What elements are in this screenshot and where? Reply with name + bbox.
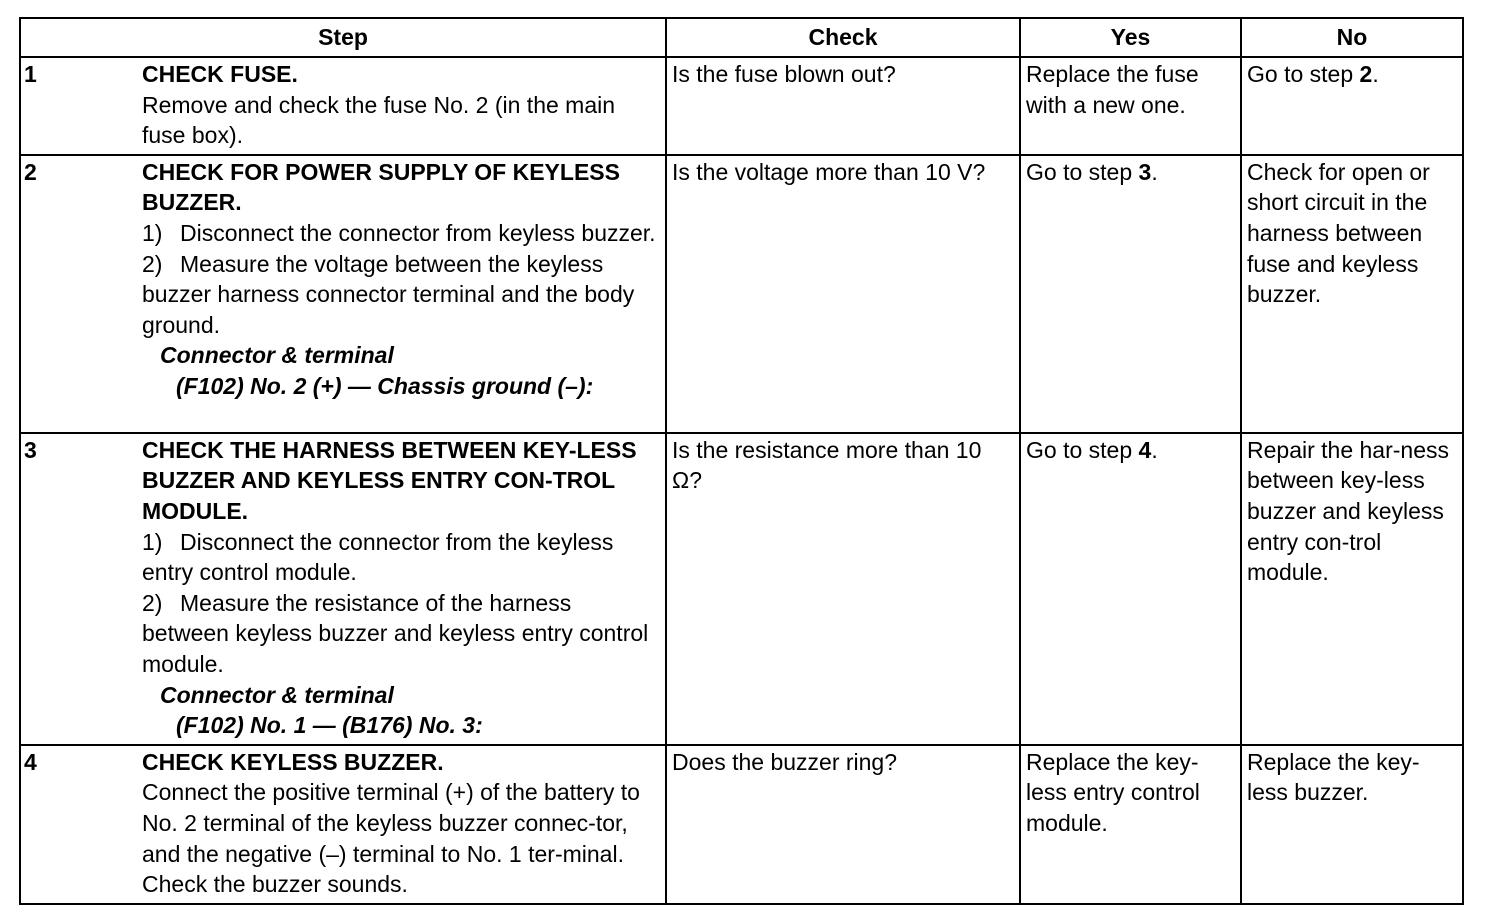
yes-cell xyxy=(1020,433,1241,745)
substep-text: Measure the resistance of the harness between keyless buzzer and keyless entry control module. xyxy=(142,589,649,677)
step-body: Connect the positive terminal (+) of the battery to No. 2 terminal of the keyless buzzer connec-tor, and the negative (–) terminal to No. 1 ter-minal. Check the buzzer sounds. xyxy=(142,779,640,898)
step-cell xyxy=(142,433,666,745)
substep-number: 2) xyxy=(142,589,163,616)
substep-number: 1) xyxy=(142,528,163,555)
no-text: Go to step xyxy=(1247,61,1360,87)
check-cell: Does the buzzer ring? xyxy=(666,745,1020,904)
yes-text: Go to step xyxy=(1026,436,1139,463)
no-suffix: . xyxy=(1372,61,1379,87)
step-reference: 2 xyxy=(1359,61,1373,87)
table-row xyxy=(20,155,1463,433)
step-number: 1 xyxy=(20,57,142,155)
step-cell xyxy=(142,155,666,433)
table-row xyxy=(20,57,1463,155)
connector-terminal: (F102) No. 2 (+) — Chassis ground (–): xyxy=(176,372,594,399)
check-cell: Is the voltage more than 10 V? xyxy=(666,155,1020,433)
no-cell: Check for open or short circuit in the harness between fuse and keyless buzzer. xyxy=(1241,155,1463,433)
no-cell: Repair the har-ness between key-less buzzer and keyless entry con-trol module. xyxy=(1241,433,1463,745)
substep xyxy=(142,218,661,249)
substep xyxy=(142,527,661,588)
step-number: 4 xyxy=(20,745,142,904)
step-cell xyxy=(142,57,666,155)
check-cell: Is the fuse blown out? xyxy=(666,57,1020,155)
yes-text: Go to step xyxy=(1026,158,1139,185)
header-yes: Yes xyxy=(1020,18,1241,57)
check-cell: Is the resistance more than 10 Ω? xyxy=(666,433,1020,745)
header-row xyxy=(20,18,1463,57)
no-cell xyxy=(1241,57,1463,155)
step-title: CHECK FUSE. xyxy=(142,61,298,87)
connector-label: Connector & terminal xyxy=(160,342,394,369)
yes-cell xyxy=(1020,155,1241,433)
substep xyxy=(142,249,661,341)
yes-suffix: . xyxy=(1151,436,1158,463)
substep-text: Disconnect the connector from keyless buzzer. xyxy=(180,219,656,246)
step-body: Remove and check the fuse No. 2 (in the main fuse box). xyxy=(142,91,616,149)
header-no: No xyxy=(1241,18,1463,57)
no-cell: Replace the key-less buzzer. xyxy=(1241,745,1463,904)
connector-label: Connector & terminal xyxy=(160,681,394,708)
header-step: Step xyxy=(20,18,666,57)
substep-number: 2) xyxy=(142,250,163,277)
step-title: CHECK FOR POWER SUPPLY OF KEYLESS BUZZER. xyxy=(142,158,620,216)
yes-cell: Replace the key-less entry control module. xyxy=(1020,745,1241,904)
substep-text: Disconnect the connector from the keyless entry control module. xyxy=(142,528,614,586)
yes-cell: Replace the fuse with a new one. xyxy=(1020,57,1241,155)
step-cell xyxy=(142,745,666,904)
step-title: CHECK THE HARNESS BETWEEN KEY-LESS BUZZER AND KEYLESS ENTRY CON-TROL MODULE. xyxy=(142,436,637,524)
substep-text: Measure the voltage between the keyless buzzer harness connector terminal and the body ground. xyxy=(142,250,635,338)
diagnostic-table xyxy=(19,17,1464,905)
substep-number: 1) xyxy=(142,219,163,246)
step-number: 3 xyxy=(20,433,142,745)
step-reference: 4 xyxy=(1138,436,1152,463)
step-title: CHECK KEYLESS BUZZER. xyxy=(142,748,444,775)
step-number: 2 xyxy=(20,155,142,433)
connector-terminal: (F102) No. 1 — (B176) No. 3: xyxy=(176,712,483,739)
step-reference: 3 xyxy=(1138,158,1152,185)
yes-suffix: . xyxy=(1151,158,1158,185)
substep xyxy=(142,588,661,680)
table-row xyxy=(20,745,1463,904)
header-check: Check xyxy=(666,18,1020,57)
table-row xyxy=(20,433,1463,745)
